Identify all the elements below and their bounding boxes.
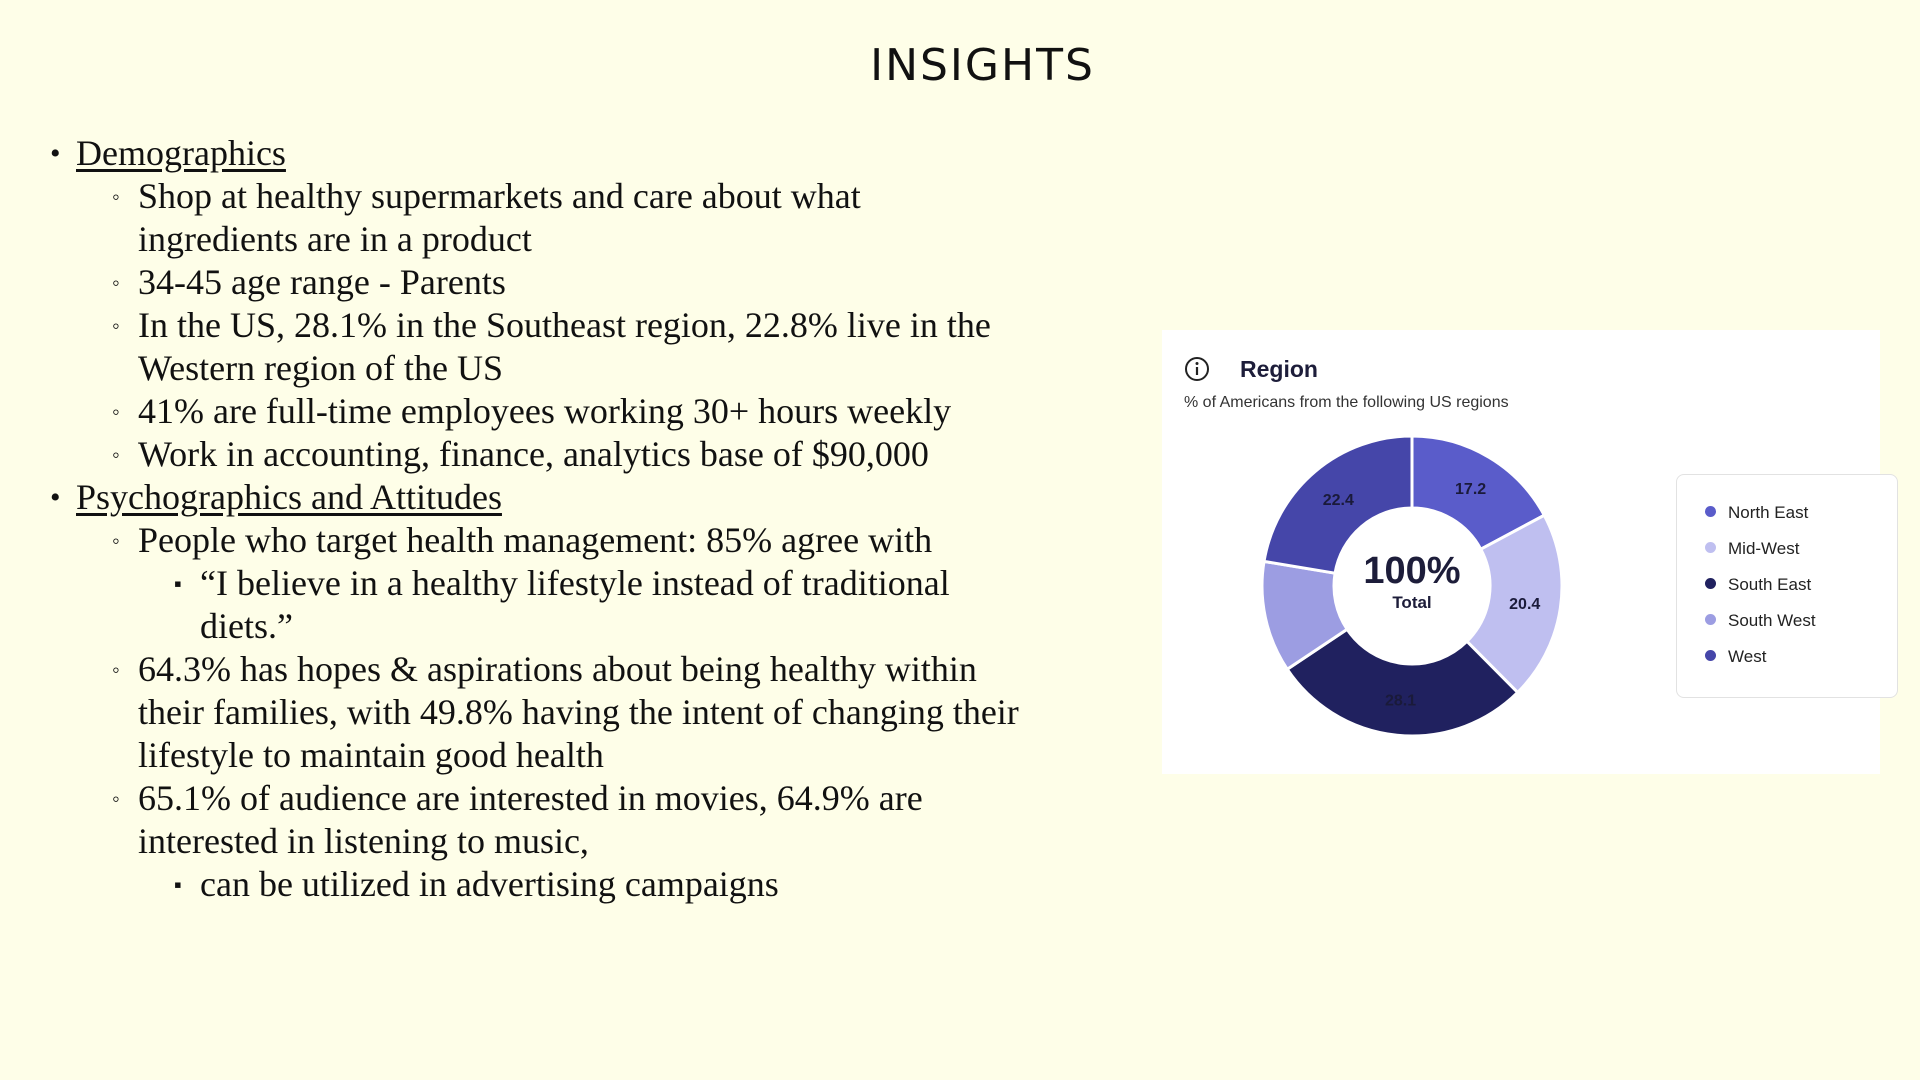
circle-bullet-icon: ◦ [112, 184, 120, 209]
circle-bullet-icon: ◦ [112, 399, 120, 424]
chart-title: Region [1240, 356, 1318, 382]
legend-dot-icon [1705, 614, 1716, 625]
list-item-line: People who target health management: 85% agree with [138, 520, 933, 560]
circle-bullet-icon: ◦ [112, 270, 120, 295]
circle-bullet-icon: ◦ [112, 313, 120, 338]
legend-label: South West [1728, 611, 1816, 630]
slide-title: INSIGHTS [870, 40, 1095, 91]
list-item-line: “I believe in a healthy lifestyle instead of traditional [200, 563, 950, 603]
legend-label: South East [1728, 575, 1812, 594]
list-item-line: lifestyle to maintain good health [138, 735, 604, 775]
section-demographics [44, 132, 1154, 175]
list-item-line: ingredients are in a product [138, 219, 532, 259]
chart-legend [1676, 474, 1898, 698]
circle-bullet-icon: ◦ [112, 528, 120, 553]
list-item [44, 261, 1154, 304]
legend-dot-icon [1705, 578, 1716, 589]
section-heading: Psychographics and Attitudes [76, 477, 502, 517]
list-item-line: interested in listening to music, [138, 821, 589, 861]
legend-label: Mid-West [1728, 539, 1800, 558]
square-bullet-icon: ▪ [174, 571, 182, 596]
legend-item[interactable] [1705, 575, 1811, 595]
list-item [44, 304, 1154, 390]
legend-label: West [1728, 647, 1767, 666]
section-heading: Demographics [76, 133, 286, 173]
list-item [44, 519, 1154, 562]
legend-label: North East [1728, 503, 1809, 522]
slice-value-label: 28.1 [1384, 692, 1417, 710]
list-item [44, 390, 1154, 433]
region-chart-card [1162, 330, 1880, 774]
list-item-line: 41% are full-time employees working 30+ hours weekly [138, 391, 952, 431]
circle-bullet-icon: ◦ [112, 657, 120, 682]
info-icon[interactable] [1184, 356, 1210, 382]
list-item-line: diets.” [200, 606, 293, 646]
bullet-icon: • [50, 481, 61, 514]
center-total-label: Total [1392, 593, 1432, 612]
center-total-value: 100% [1363, 550, 1461, 592]
legend-dot-icon [1705, 650, 1716, 661]
chart-subtitle: % of Americans from the following US regions [1184, 394, 1509, 411]
list-item-line: Work in accounting, finance, analytics base of $90,000 [138, 434, 929, 474]
list-item-line: Western region of the US [138, 348, 504, 388]
sub-list-item [44, 863, 1154, 906]
donut-chart [1252, 426, 1572, 746]
list-item-line: Shop at healthy supermarkets and care about what [138, 176, 861, 216]
legend-dot-icon [1705, 542, 1716, 553]
legend-item[interactable] [1705, 611, 1816, 631]
list-item-line: 64.3% has hopes & aspirations about being healthy within [138, 649, 977, 689]
bullet-icon: • [50, 137, 61, 170]
list-item [44, 777, 1154, 863]
legend-item[interactable] [1705, 647, 1766, 667]
slice-value-label: 17.2 [1455, 481, 1487, 499]
slice-value-label: 22.4 [1322, 492, 1354, 510]
list-item [44, 175, 1154, 261]
square-bullet-icon: ▪ [174, 872, 182, 897]
list-item-line: In the US, 28.1% in the Southeast region, 22.8% live in the [138, 305, 991, 345]
sub-list-item [44, 562, 1154, 648]
list-item-line: their families, with 49.8% having the intent of changing their [138, 692, 1019, 732]
section-psychographics [44, 476, 1154, 519]
insights-list [44, 132, 1154, 906]
list-item [44, 648, 1154, 777]
circle-bullet-icon: ◦ [112, 786, 120, 811]
legend-item[interactable] [1705, 539, 1799, 559]
legend-dot-icon [1705, 506, 1716, 517]
list-item-line: 34-45 age range - Parents [138, 262, 506, 302]
slice-value-label: 20.4 [1509, 595, 1541, 613]
list-item [44, 433, 1154, 476]
list-item-line: 65.1% of audience are interested in movies, 64.9% are [138, 778, 923, 818]
circle-bullet-icon: ◦ [112, 442, 120, 467]
list-item-line: can be utilized in advertising campaigns [200, 864, 779, 904]
legend-item[interactable] [1705, 503, 1808, 523]
